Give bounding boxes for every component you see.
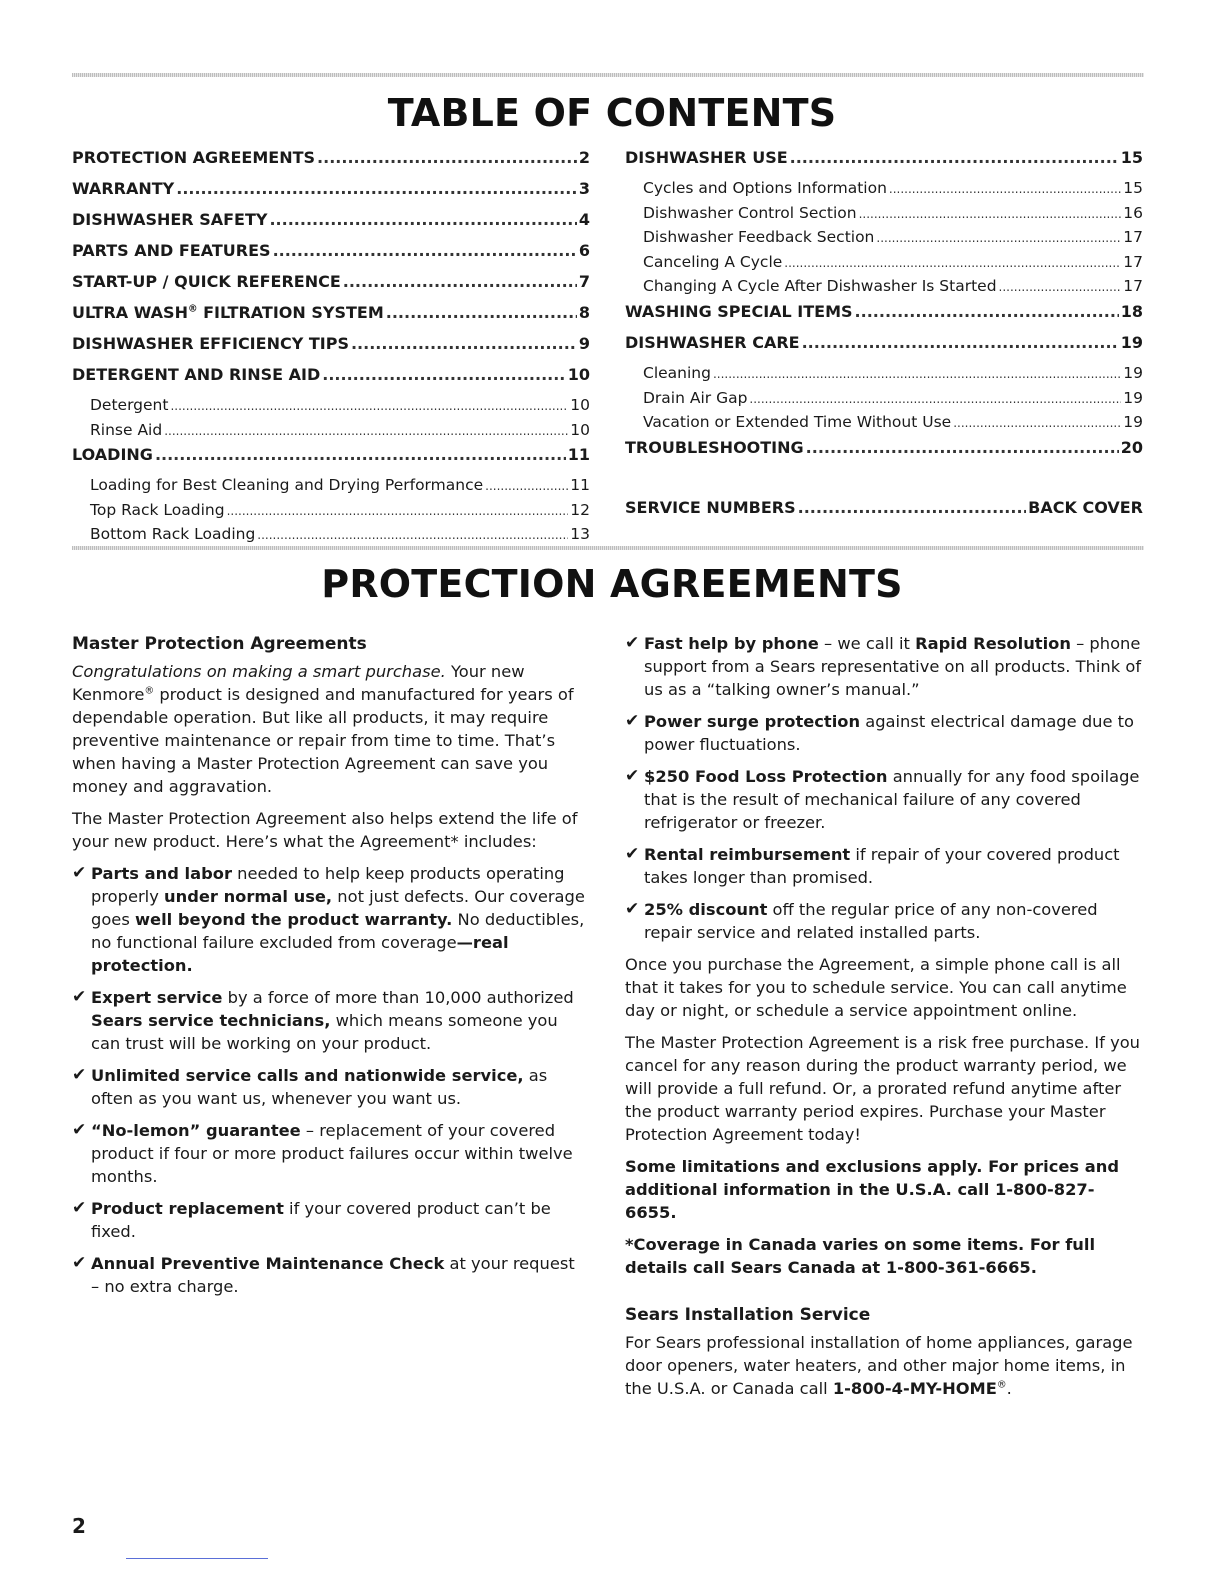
bold-phrase: well beyond the product warranty. <box>134 910 453 929</box>
toc-entry[interactable] <box>625 146 1143 177</box>
toc-entry[interactable] <box>72 332 590 363</box>
checklist-item <box>625 898 1143 944</box>
toc-entry-page: 9 <box>578 334 590 353</box>
toc-leader-dots <box>889 177 1121 200</box>
toc-entry-label: LOADING <box>72 445 153 465</box>
toc-leader-dots <box>806 436 1119 460</box>
bold-phrase: Fast help by phone <box>644 634 819 653</box>
checklist-item <box>625 710 1143 756</box>
toc-leader-dots <box>999 275 1122 298</box>
toc-entry-page: 17 <box>1123 252 1143 271</box>
toc-entry-label: Cleaning <box>643 363 711 382</box>
toc-leader-dots <box>351 332 577 356</box>
toc-leader-dots <box>790 146 1119 170</box>
intro-paragraph <box>72 660 586 798</box>
toc-entry-label: Bottom Rack Loading <box>90 525 256 544</box>
bold-phrase: Sears service technicians, <box>91 1011 331 1030</box>
text-phrase: as often as you want us, whenever you want us. <box>91 1066 548 1108</box>
checkmark-icon: ✔ <box>72 1065 87 1085</box>
checklist-item <box>72 862 586 977</box>
toc-entry[interactable] <box>625 331 1143 362</box>
checkmark-icon: ✔ <box>625 899 640 919</box>
checkmark-icon: ✔ <box>625 711 640 731</box>
toc-entry-page: 15 <box>1123 179 1143 197</box>
toc-entry-label: PROTECTION AGREEMENTS <box>72 148 316 167</box>
toc-entry-label: Cycles and Options Information <box>643 179 887 197</box>
checkmark-icon: ✔ <box>72 987 87 1007</box>
toc-entry-label: Dishwasher Control Section <box>643 203 857 222</box>
checklist-item-text <box>644 632 1143 701</box>
toc-entry-page: 12 <box>570 500 590 519</box>
bold-phrase: —real protection. <box>91 933 509 975</box>
toc-entry[interactable] <box>72 177 590 208</box>
text-phrase: annually for any food spoilage that is the result of mechanical failure of any covered refrigerator or freezer. <box>644 767 1140 832</box>
install-heading: Sears Installation Service <box>625 1305 871 1325</box>
toc-entry-label: START-UP / QUICK REFERENCE <box>72 272 341 291</box>
text-phrase: not just defects. Our coverage goes <box>91 887 585 929</box>
toc-leader-dots <box>802 331 1119 355</box>
toc-leader-dots <box>386 301 577 325</box>
toc-leader-dots <box>485 474 568 497</box>
bold-phrase: Annual Preventive Maintenance Check <box>91 1254 445 1273</box>
toc-entry[interactable] <box>72 208 590 239</box>
toc-entry-page: 16 <box>1123 203 1143 222</box>
text-phrase: which means someone you can trust will be working on your product. <box>91 1011 558 1053</box>
protection-title: PROTECTION AGREEMENTS <box>321 562 903 606</box>
toc-entry[interactable] <box>72 363 590 394</box>
toc-entry-page: 18 <box>1120 301 1143 321</box>
toc-leader-dots <box>269 208 576 232</box>
toc-entry-label: Dishwasher Feedback Section <box>643 228 875 247</box>
toc-leader-dots <box>176 177 577 201</box>
checkmark-icon: ✔ <box>72 1198 87 1218</box>
bottom-link-line <box>126 1558 268 1559</box>
toc-entry[interactable] <box>625 275 1143 300</box>
checkmark-icon: ✔ <box>72 863 87 883</box>
toc-entry-label: PARTS AND FEATURES <box>72 241 271 260</box>
toc-entry-label: Detergent <box>90 396 169 414</box>
text-phrase: against electrical damage due to power fluctuations. <box>644 712 1135 754</box>
toc-entry-label: DETERGENT AND RINSE AID <box>72 365 321 384</box>
toc-entry[interactable] <box>625 300 1143 331</box>
toc-entry-page: 19 <box>1123 413 1143 432</box>
toc-entry-label: DISHWASHER SAFETY <box>72 210 268 229</box>
toc-entry-page: 10 <box>570 420 590 439</box>
left-checklist <box>72 862 586 1298</box>
text-phrase: No deductibles, no functional failure excluded from coverage <box>91 910 585 952</box>
text-phrase: at your request – no extra charge. <box>91 1254 575 1296</box>
toc-entry-page: 19 <box>1123 363 1143 382</box>
toc-leader-dots <box>749 387 1121 410</box>
checklist-item-text <box>644 898 1143 944</box>
toc-entry-page: 17 <box>1123 228 1143 247</box>
bold-phrase: 25% discount <box>644 900 768 919</box>
toc-entry-page: 4 <box>578 210 590 229</box>
text-phrase: if your covered product can’t be fixed. <box>91 1199 551 1241</box>
toc-entry[interactable] <box>72 523 590 548</box>
agreement-paragraph: The Master Protection Agreement also helps extend the life of your new product. Here’s what the Agreement* includes: <box>72 809 578 851</box>
toc-entry-page: 19 <box>1123 388 1143 407</box>
toc-entry[interactable] <box>72 146 590 177</box>
checklist-item-text <box>91 986 586 1055</box>
right-checklist <box>625 632 1143 944</box>
toc-leader-dots <box>855 300 1119 324</box>
toc-entry[interactable] <box>625 177 1143 202</box>
toc-entry-page: 7 <box>578 272 590 291</box>
toc-leader-dots <box>273 239 577 263</box>
text-phrase: if repair of your covered product takes longer than promised. <box>644 845 1120 887</box>
toc-entry-page: 11 <box>570 476 590 495</box>
toc-entry-label: Canceling A Cycle <box>643 252 783 271</box>
toc-right-column <box>625 146 1143 527</box>
toc-entry-page: 19 <box>1120 332 1143 352</box>
canada-note: *Coverage in Canada varies on some items. For full details call Sears Canada at 1-800-361-6665. <box>625 1235 1096 1277</box>
bold-phrase: “No-lemon” guarantee <box>91 1121 301 1140</box>
checkmark-icon: ✔ <box>72 1253 87 1273</box>
toc-entry[interactable] <box>625 436 1143 467</box>
toc-entry-label: DISHWASHER USE <box>625 148 788 167</box>
toc-entry[interactable] <box>625 251 1143 276</box>
text-phrase: by a force of more than 10,000 authorized <box>222 988 574 1007</box>
toc-entry-label: Rinse Aid <box>90 420 163 439</box>
install-phone: 1-800-4-MY-HOME <box>832 1379 997 1398</box>
toc-leader-dots <box>170 394 568 417</box>
bold-phrase: Expert service <box>91 988 223 1007</box>
toc-entry-label: ULTRA WASH® FILTRATION SYSTEM <box>72 303 384 322</box>
top-rule <box>72 73 1144 77</box>
toc-entry-label: TROUBLESHOOTING <box>625 437 804 457</box>
checklist-item <box>72 1197 586 1243</box>
toc-entry-label: Drain Air Gap <box>643 388 748 407</box>
toc-entry[interactable] <box>72 474 590 499</box>
toc-leader-dots <box>343 270 577 294</box>
text-phrase: – replacement of your covered product if four or more product failures occur within twelve months. <box>91 1121 573 1186</box>
toc-entry[interactable] <box>625 202 1143 227</box>
bold-phrase: under normal use, <box>164 887 333 906</box>
checklist-item <box>625 765 1143 834</box>
checkmark-icon: ✔ <box>625 766 640 786</box>
checklist-item-text <box>644 765 1143 834</box>
toc-entry-label: DISHWASHER CARE <box>625 332 800 352</box>
bold-phrase: Unlimited service calls and nationwide service, <box>91 1066 524 1085</box>
checklist-item <box>625 843 1143 889</box>
toc-entry-page: 10 <box>567 365 590 384</box>
toc-entry[interactable] <box>72 419 590 444</box>
toc-title: TABLE OF CONTENTS <box>387 91 837 135</box>
toc-entry-label: Top Rack Loading <box>90 500 225 519</box>
toc-entry-page: BACK COVER <box>1028 497 1143 517</box>
checkmark-icon: ✔ <box>625 633 640 653</box>
checklist-item <box>72 1064 586 1110</box>
toc-leader-dots <box>257 523 568 546</box>
toc-leader-dots <box>876 226 1121 249</box>
bold-phrase: $250 Food Loss Protection <box>644 767 888 786</box>
schedule-paragraph: Once you purchase the Agreement, a simple phone call is all that it takes for you to schedule service. You can call anytime day or night, or schedule a service appointment online. <box>625 955 1127 1020</box>
toc-entry-page: 13 <box>570 525 590 544</box>
checklist-item <box>72 1252 586 1298</box>
toc-entry[interactable] <box>625 387 1143 412</box>
registered-mark: ® <box>144 685 155 697</box>
intro-text-a: Your new Kenmore <box>72 662 525 704</box>
toc-entry-page: 6 <box>578 241 590 260</box>
checklist-item <box>72 1119 586 1188</box>
toc-leader-dots <box>317 146 577 170</box>
mid-rule <box>72 546 1144 550</box>
toc-leader-dots <box>155 443 566 467</box>
checklist-item-text <box>91 1197 586 1243</box>
toc-entry[interactable] <box>625 411 1143 436</box>
toc-leader-dots <box>713 362 1121 385</box>
checklist-item-text <box>91 1252 586 1298</box>
toc-entry-label: WASHING SPECIAL ITEMS <box>625 301 853 321</box>
protection-right-column <box>625 632 1143 1409</box>
toc-entry-page: 20 <box>1120 437 1143 457</box>
toc-entry[interactable] <box>72 499 590 524</box>
toc-left-column <box>72 146 590 548</box>
toc-entry-label: SERVICE NUMBERS <box>625 497 796 517</box>
checklist-item-text <box>91 1119 586 1188</box>
checklist-item-text <box>91 862 586 977</box>
toc-leader-dots <box>784 251 1121 274</box>
bold-phrase: Rental reimbursement <box>644 845 851 864</box>
bold-phrase: Rapid Resolution <box>915 634 1071 653</box>
install-text: For Sears professional installation of home appliances, garage door openers, water heaters, and other major home items, in the U.S.A. or Canada call <box>625 1333 1133 1398</box>
limitations-note: Some limitations and exclusions apply. For prices and additional information in the U.S.A. call 1-800-827-6655. <box>625 1157 1119 1222</box>
text-phrase: – we call it <box>818 634 916 653</box>
text-phrase: needed to help keep products operating properly <box>91 864 565 906</box>
toc-leader-dots <box>798 496 1027 520</box>
toc-leader-dots <box>859 202 1122 225</box>
toc-leader-dots <box>953 411 1121 434</box>
checklist-item <box>625 632 1143 701</box>
toc-entry-page: 15 <box>1120 148 1143 167</box>
checklist-item-text <box>644 843 1143 889</box>
toc-entry[interactable] <box>72 301 590 332</box>
text-phrase: off the regular price of any non-covered repair service and related installed parts. <box>644 900 1098 942</box>
intro-italic: Congratulations on making a smart purchase. <box>72 662 446 681</box>
toc-entry-page: 10 <box>570 396 590 414</box>
toc-entry-label: Vacation or Extended Time Without Use <box>643 413 952 432</box>
protection-left-column <box>72 632 586 1307</box>
checkmark-icon: ✔ <box>72 1120 87 1140</box>
checklist-item-text <box>91 1064 586 1110</box>
toc-entry[interactable] <box>625 496 1143 527</box>
toc-entry-page: 11 <box>567 445 590 465</box>
toc-entry[interactable] <box>625 362 1143 387</box>
toc-entry-page: 8 <box>578 303 590 322</box>
checkmark-icon: ✔ <box>625 844 640 864</box>
master-heading: Master Protection Agreements <box>72 634 367 654</box>
page-number: 2 <box>72 1514 86 1538</box>
toc-entry[interactable] <box>72 443 590 474</box>
toc-leader-dots <box>227 499 569 522</box>
install-registered-mark: ® <box>996 1379 1007 1391</box>
toc-entry[interactable] <box>72 239 590 270</box>
toc-entry[interactable] <box>625 226 1143 251</box>
bold-phrase: Parts and labor <box>91 864 232 883</box>
checklist-item <box>72 986 586 1055</box>
toc-entry-label: Loading for Best Cleaning and Drying Performance <box>90 476 484 495</box>
toc-leader-dots <box>322 363 565 387</box>
toc-entry[interactable] <box>72 394 590 419</box>
text-phrase: – phone support from a Sears representative on all products. Think of us as a “talking owner’s manual.” <box>644 634 1142 699</box>
bold-phrase: Power surge protection <box>644 712 861 731</box>
toc-entry[interactable] <box>72 270 590 301</box>
toc-entry-page: 17 <box>1123 277 1143 296</box>
bold-phrase: Product replacement <box>91 1199 284 1218</box>
install-paragraph <box>625 1331 1143 1400</box>
toc-leader-dots <box>164 419 568 442</box>
risk-free-paragraph: The Master Protection Agreement is a risk free purchase. If you cancel for any reason during the product warranty period, we will provide a full refund. Or, a prorated refund anytime after the product warranty period expires. Purchase your Master Protection Agreement today! <box>625 1033 1140 1144</box>
toc-entry-label: Changing A Cycle After Dishwasher Is Started <box>643 277 997 296</box>
toc-entry-page: 3 <box>578 179 590 198</box>
toc-entry-label: WARRANTY <box>72 179 175 198</box>
install-end: . <box>1006 1379 1012 1398</box>
checklist-item-text <box>644 710 1143 756</box>
intro-text-b: product is designed and manufactured for years of dependable operation. But like all products, it may require preventive maintenance or repair from time to time. That’s when having a Master Protection Agreement can save you money and aggravation. <box>72 685 574 796</box>
toc-entry-page: 2 <box>578 148 590 167</box>
toc-entry-label: DISHWASHER EFFICIENCY TIPS <box>72 334 349 353</box>
